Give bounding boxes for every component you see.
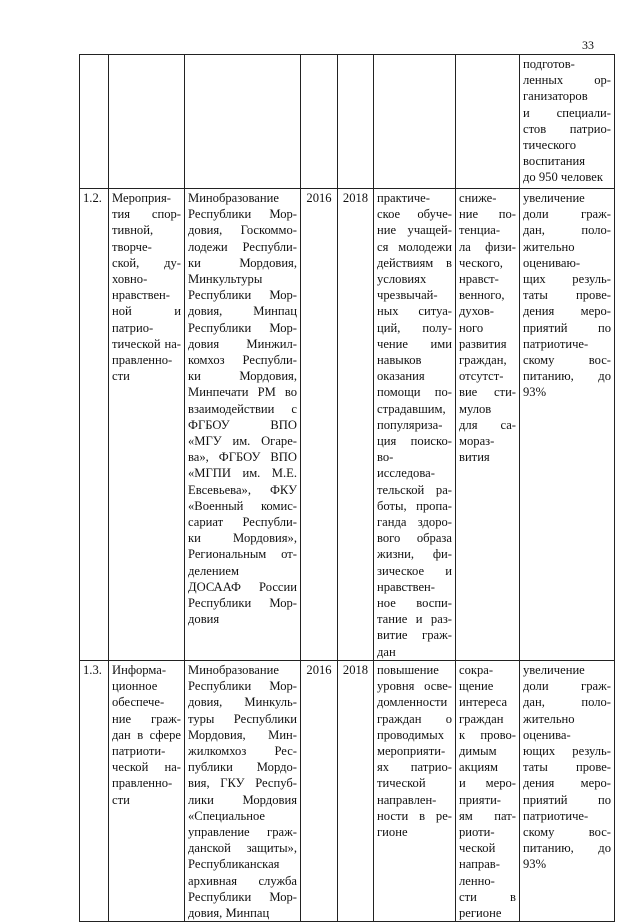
text-line: питанию, до xyxy=(523,841,611,856)
row-number: 1.2. xyxy=(80,189,109,661)
text-line: «МГУ им. Огаре- xyxy=(188,434,297,449)
text-line: лики Мордовия xyxy=(188,792,297,807)
text-line: тивной, xyxy=(112,223,154,238)
cont-risk-cell xyxy=(456,55,520,189)
text-line: направлен- xyxy=(377,792,437,807)
text-line: таты прове- xyxy=(523,760,611,775)
activity-name-cell xyxy=(109,189,185,661)
text-line: условиях xyxy=(377,272,427,287)
text-line: ки Мордовия, xyxy=(188,369,297,384)
text-line: питанию, до xyxy=(523,369,611,384)
text-line: управление граж- xyxy=(188,824,297,839)
start-year: 2016 xyxy=(301,189,338,661)
text-line: Минобразование xyxy=(188,662,279,677)
text-line: и меро- xyxy=(459,776,516,791)
text-line: Минкультуры xyxy=(188,272,263,287)
text-line: «Военный комис- xyxy=(188,498,297,513)
text-line: щих резуль- xyxy=(523,272,611,287)
text-line: проводимых xyxy=(377,727,445,742)
text-line: ного xyxy=(459,320,484,335)
text-line: Региональным от- xyxy=(188,547,297,562)
text-line: оцениваю- xyxy=(523,255,581,270)
text-line: вия, ГКУ Респуб- xyxy=(188,776,297,791)
text-line: ховно- xyxy=(112,272,148,287)
text-line: чение ими xyxy=(377,336,452,351)
risk-cell xyxy=(456,660,520,921)
text-line: до 950 человек xyxy=(523,170,603,185)
text-line: практиче- xyxy=(377,191,430,205)
expected-result-cell xyxy=(374,189,456,661)
text-line: вития xyxy=(459,450,490,465)
text-line: ганизаторов xyxy=(523,89,588,104)
text-line: обеспече- xyxy=(112,695,165,710)
text-line: приятий по xyxy=(523,792,611,807)
text-line: для са- xyxy=(459,417,516,432)
text-line: ющих резуль- xyxy=(523,743,611,758)
text-line: ской, ду- xyxy=(112,255,181,270)
text-line: патриотиче- xyxy=(523,808,589,823)
text-line: страдавшим, xyxy=(377,401,446,416)
executors-cell xyxy=(185,660,301,921)
text-line: данской защиты», xyxy=(188,841,297,856)
cont-start-cell xyxy=(301,55,338,189)
text-line: тия спор- xyxy=(112,207,181,222)
text-line: ческого, xyxy=(459,255,503,270)
text-line: Республиканская xyxy=(188,857,280,872)
text-line: Минпечати РМ во xyxy=(188,385,297,400)
text-line: таты прове- xyxy=(523,288,611,303)
text-line: оценива- xyxy=(523,727,571,742)
text-line: ние учащей- xyxy=(377,223,452,238)
text-line: сти xyxy=(112,369,130,384)
cont-indicator-cell xyxy=(520,55,615,189)
text-line: делением xyxy=(188,563,239,578)
text-line: ческой xyxy=(459,841,496,856)
text-line: ское обуче- xyxy=(377,207,452,222)
text-line: димым xyxy=(459,743,497,758)
text-line: интереса xyxy=(459,695,508,710)
indicator-cell xyxy=(520,660,615,921)
text-line: мулов xyxy=(459,401,492,416)
text-line: 93% xyxy=(523,385,547,400)
text-line: стов патрио- xyxy=(523,121,611,136)
text-line: приятий по xyxy=(523,320,611,335)
text-line: ных ситуа- xyxy=(377,304,452,319)
text-line: тельской ра- xyxy=(377,482,452,497)
text-line: Республики Мор- xyxy=(188,889,297,904)
text-line: гионе xyxy=(377,824,408,839)
text-line: ческой на- xyxy=(112,760,181,775)
text-line: ности в ре- xyxy=(377,808,452,823)
text-line: жизни, фи- xyxy=(377,547,452,562)
end-year: 2018 xyxy=(338,189,374,661)
text-line: помощи по- xyxy=(377,385,452,400)
text-line: дан, поло- xyxy=(523,223,611,238)
text-line: лодежи Республи- xyxy=(188,239,297,254)
text-line: ленных ор- xyxy=(523,73,611,88)
text-line: акциям xyxy=(459,760,498,775)
text-line: ДОСААФ России xyxy=(188,579,297,594)
text-line: тической xyxy=(377,776,426,791)
text-line: мораз- xyxy=(459,434,495,449)
text-line: дения меро- xyxy=(523,776,611,791)
text-line: «МГПИ им. М.Е. xyxy=(188,466,297,481)
table-row xyxy=(80,660,615,921)
text-line: ла физи- xyxy=(459,239,516,254)
text-line: Минобразование xyxy=(188,191,279,205)
text-line: ва», ФГБОУ ВПО xyxy=(188,450,297,465)
text-line: сниже- xyxy=(459,191,497,205)
text-line: Республики Мор- xyxy=(188,596,297,611)
text-line: граждан, xyxy=(459,353,507,368)
text-line: «Специальное xyxy=(188,808,266,823)
text-line: ям пат- xyxy=(459,808,516,823)
text-line: Мероприя- xyxy=(112,191,171,205)
text-line: ФГБОУ ВПО xyxy=(188,417,297,432)
text-line: риоти- xyxy=(459,824,495,839)
text-line: ционное xyxy=(112,679,158,694)
text-line: довия, Минпац xyxy=(188,905,270,920)
cont-executors-cell xyxy=(185,55,301,189)
text-line: воспитания xyxy=(523,154,586,169)
table-row xyxy=(80,189,615,661)
text-line: увеличение xyxy=(523,662,585,677)
text-line: сти xyxy=(112,792,130,807)
text-line: довия xyxy=(188,612,220,627)
text-line: отсутст- xyxy=(459,369,504,384)
text-line: дан xyxy=(377,644,396,659)
text-line: направ- xyxy=(459,857,500,872)
text-line: Республики Мор- xyxy=(188,288,297,303)
text-line: ганда здоро- xyxy=(377,515,452,530)
text-line: нравствен- xyxy=(112,288,170,303)
text-line: творче- xyxy=(112,239,152,254)
text-line: 93% xyxy=(523,857,547,872)
text-line: духов- xyxy=(459,304,494,319)
text-line: боты, пропа- xyxy=(377,498,452,513)
expected-result-cell xyxy=(374,660,456,921)
text-line: к прово- xyxy=(459,727,516,742)
text-line: во- xyxy=(377,450,394,465)
text-line: ленно- xyxy=(459,873,495,888)
text-line: мероприяти- xyxy=(377,743,446,758)
text-line: комхоз Республи- xyxy=(188,353,297,368)
text-line: ки Мордовия», xyxy=(188,531,297,546)
text-line: нравствен- xyxy=(377,579,435,594)
text-line: и специали- xyxy=(523,105,611,120)
executors-cell xyxy=(185,189,301,661)
text-line: Евсевьева», ФКУ xyxy=(188,482,297,497)
text-line: доли граж- xyxy=(523,207,611,222)
text-line: Республики Мор- xyxy=(188,320,297,335)
text-line: доли граж- xyxy=(523,679,611,694)
cont-result-cell xyxy=(374,55,456,189)
activity-name-cell xyxy=(109,660,185,921)
text-line: ций, полу- xyxy=(377,320,452,335)
text-line: скому вос- xyxy=(523,353,611,368)
text-line: уровня осве- xyxy=(377,679,452,694)
row-number: 1.3. xyxy=(80,660,109,921)
text-line: ях патрио- xyxy=(377,760,452,775)
text-line: патриоти- xyxy=(112,743,166,758)
text-line: чрезвычай- xyxy=(377,288,438,303)
text-line: тание и раз- xyxy=(377,612,452,627)
text-line: вого образа xyxy=(377,531,452,546)
text-line: тической на- xyxy=(112,336,181,351)
text-line: архивная служба xyxy=(188,873,297,888)
text-line: ние граж- xyxy=(112,711,181,726)
text-line: навыков xyxy=(377,353,422,368)
indicator-cell xyxy=(520,189,615,661)
text-line: прияти- xyxy=(459,792,502,807)
text-line: взаимодействии с xyxy=(188,401,297,416)
text-line: Республики Мор- xyxy=(188,207,297,222)
text-line: довия Минжил- xyxy=(188,336,297,351)
text-line: скому вос- xyxy=(523,824,611,839)
text-line: жительно xyxy=(523,239,575,254)
text-line: исследова- xyxy=(377,466,435,481)
text-line: дан, поло- xyxy=(523,695,611,710)
text-line: правленно- xyxy=(112,776,173,791)
text-line: венного, xyxy=(459,288,505,303)
text-line: Информа- xyxy=(112,662,167,677)
text-line: домленности xyxy=(377,695,448,710)
text-line: оказания xyxy=(377,369,425,384)
risk-cell xyxy=(456,189,520,661)
text-line: граждан о xyxy=(377,711,452,726)
text-line: дения меро- xyxy=(523,304,611,319)
text-line: действиям в xyxy=(377,255,452,270)
text-line: подготов- xyxy=(523,57,575,71)
text-line: ное воспи- xyxy=(377,596,452,611)
text-line: регионе xyxy=(459,905,502,920)
text-line: сариат Республи- xyxy=(188,515,297,530)
text-line: тенциа- xyxy=(459,223,501,238)
text-line: ся молодежи xyxy=(377,239,452,254)
text-line: нравст- xyxy=(459,272,499,287)
text-line: витие граж- xyxy=(377,628,452,643)
cont-end-cell xyxy=(338,55,374,189)
text-line: довия, Минпац xyxy=(188,304,297,319)
text-line: туры Республики xyxy=(188,711,297,726)
text-line: Республики Мор- xyxy=(188,679,297,694)
text-line: повышение xyxy=(377,662,439,677)
end-year: 2018 xyxy=(338,660,374,921)
page-number: 33 xyxy=(582,38,594,52)
text-line: дан в сфере xyxy=(112,727,181,742)
text-line: жилкомхоз Рес- xyxy=(188,743,297,758)
text-line: Мордовия, Мин- xyxy=(188,727,297,742)
cont-name-cell xyxy=(109,55,185,189)
text-line: ки Мордовия, xyxy=(188,255,297,270)
cont-number-cell xyxy=(80,55,109,189)
text-line: популяриза- xyxy=(377,417,443,432)
text-line: развития xyxy=(459,336,507,351)
text-line: вие сти- xyxy=(459,385,516,400)
text-line: щение xyxy=(459,679,494,694)
text-line: правленно- xyxy=(112,353,173,368)
text-line: увеличение xyxy=(523,191,585,205)
text-line: ной и патрио- xyxy=(112,304,181,335)
start-year: 2016 xyxy=(301,660,338,921)
text-line: ция поиско- xyxy=(377,434,452,449)
text-line: патриотиче- xyxy=(523,336,589,351)
text-line: ние по- xyxy=(459,207,516,222)
text-line: довия, Минкуль- xyxy=(188,695,297,710)
text-line: граждан xyxy=(459,711,504,726)
text-line: зическое и xyxy=(377,563,452,578)
text-line: довия, Госкоммо- xyxy=(188,223,297,238)
text-line: публики Мордо- xyxy=(188,760,297,775)
continuation-row xyxy=(80,55,615,189)
text-line: сти в xyxy=(459,889,516,904)
text-line: жительно xyxy=(523,711,575,726)
program-activities-table xyxy=(79,54,615,922)
text-line: сокра- xyxy=(459,662,494,677)
text-line: тического xyxy=(523,138,576,153)
